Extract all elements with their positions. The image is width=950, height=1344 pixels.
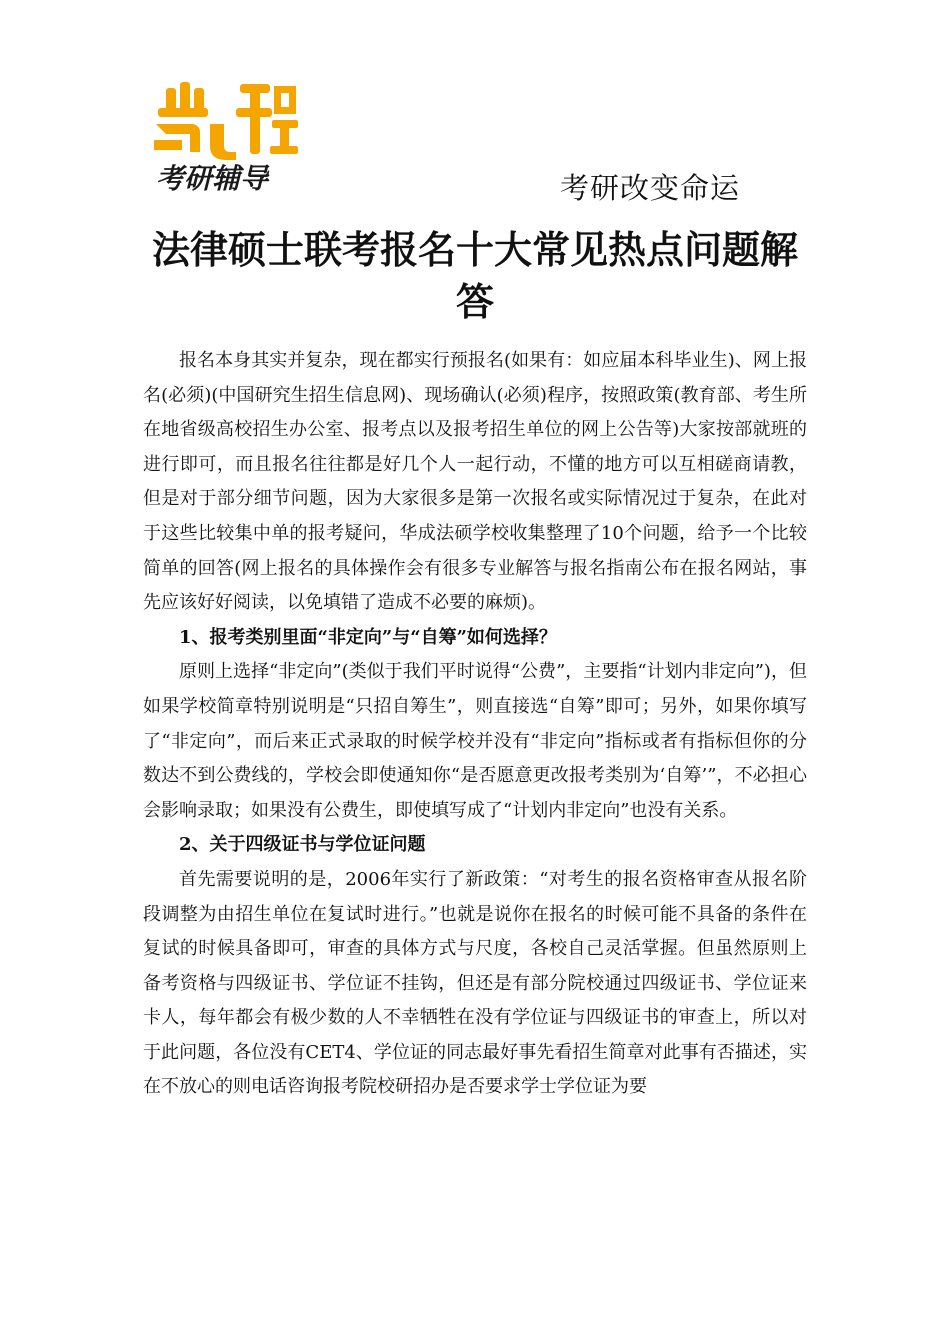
section-heading-2: 2、关于四级证书与学位证问题 (179, 834, 426, 856)
section-paragraph-1: 原则上选择“非定向”(类似于我们平时说得“公费”，主要指“计划内非定向”)，但如果学校简章特别说明是“只招自筹生”，则直接选“自筹”即可；另外，如果你填写了“非定向”，而后来正式录取的时候学校并没有“非定向”指标或者有指标但你的分数达不到公费线的，学校会即使通知你“是否愿意更改报考类别为‘自筹’”，不必担心会影响录取；如果没有公费生，即使填写成了“计划内非定向”也没有关系。 (143, 661, 807, 821)
document-title: 法律硕士联考报名十大常见热点问题解答 (151, 227, 798, 324)
section-heading-1: 1、报考类别里面“非定向”与“自筹”如何选择？ (179, 626, 557, 648)
document-body (143, 344, 807, 1105)
intro-paragraph: 报名本身其实并复杂，现在都实行预报名(如果有：如应届本科毕业生)、网上报名(必须)(中国研究生招生信息网)、现场确认(必须)程序，按照政策(教育部、考生所在地省级高校招生办公室、报考点以及报考招生单位的网上公告等)大家按部就班的进行即可，而且报名往往都是好几个人一起行动，不懂的地方可以互相磋商请教，但是对于部分细节问题，因为大家很多是第一次报名或实际情况过于复杂，在此对于这些比较集中单的报考疑问，华成法硕学校收集整理了10个问题，给予一个比较简单的回答(网上报名的具体操作会有很多专业解答与报名指南公布在报名网站，事先应该好好阅读，以免填错了造成不必要的麻烦)。 (143, 350, 807, 614)
logo-subtext: 考研辅导 (156, 162, 269, 195)
slogan: 考研改变命运 (560, 171, 741, 205)
section-paragraph-2: 首先需要说明的是，2006年实行了新政策：“对考生的报名资格审查从报名阶段调整为由招生单位在复试时进行。”也就是说你在报名的时候可能不具备的条件在复试的时候具备即可，审查的具体方式与尺度，各校自己灵活掌握。但虽然原则上备考资格与四级证书、学位证不挂钩，但还是有部分院校通过四级证书、学位证来卡人，每年都会有极少数的人不幸牺牲在没有学位证与四级证书的审查上，所以对于此问题，各位没有CET4、学位证的同志最好事先看招生简章对此事有否描述，实在不放心的则电话咨询报考院校研招办是否要求学士学位证为要 (143, 868, 807, 1098)
brand-logo (150, 78, 300, 198)
kaicheng-logo-icon (150, 78, 300, 198)
